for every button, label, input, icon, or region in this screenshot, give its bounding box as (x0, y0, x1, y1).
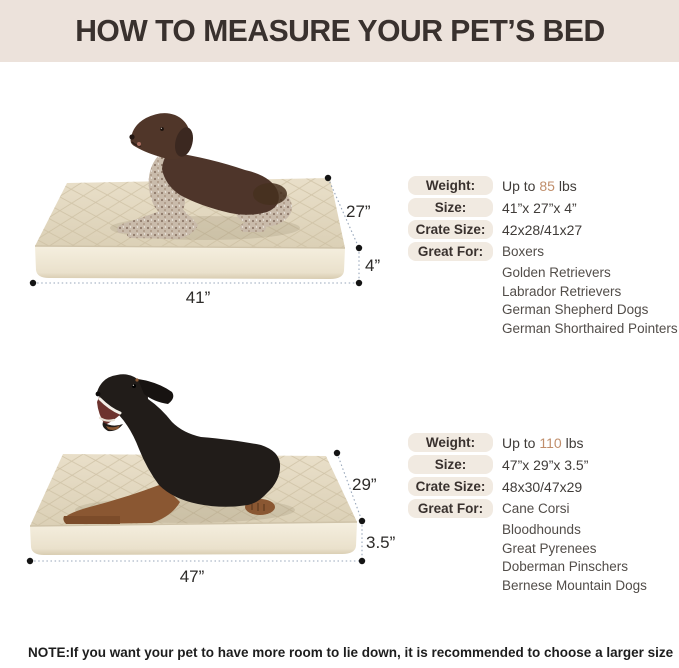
spec-row-great-for (408, 499, 678, 518)
spec-table-47 (408, 433, 678, 595)
dim-height-label: 4” (365, 256, 381, 275)
great-for-breed: Golden Retrievers (502, 265, 611, 280)
great-for-breed: Doberman Pinschers (502, 559, 629, 574)
spec-table-41 (408, 176, 678, 338)
dog-pointer-illustration (110, 113, 300, 240)
dim-width-label: 41” (185, 288, 211, 307)
spec-row-great-for (408, 242, 678, 261)
spec-label-crate-size: Crate Size: (408, 477, 493, 496)
great-for-breed: Cane Corsi (502, 501, 570, 516)
great-for-breed: Bloodhounds (502, 522, 581, 537)
note-text: NOTE:If you want your pet to have more room to lie down, it is recommended to choose a larger size (28, 645, 674, 660)
spec-row-size (408, 455, 678, 474)
bed-front-face (30, 522, 357, 555)
great-for-breed: German Shepherd Dogs (502, 302, 649, 317)
bed-front-face (35, 246, 345, 279)
great-for-breed: German Shorthaired Pointers (502, 320, 678, 336)
spec-label-size: Size: (408, 455, 493, 474)
page-title: HOW TO MEASURE YOUR PET’S BED (74, 13, 605, 48)
header-band (0, 0, 679, 62)
bed-diagram-47 (20, 358, 400, 596)
spec-label-crate-size: Crate Size: (408, 220, 493, 239)
bed-diagram-41 (20, 100, 400, 312)
spec-label-weight: Weight: (408, 176, 493, 195)
weight-prefix: Up to (502, 434, 540, 451)
spec-label-great-for: Great For: (408, 499, 493, 518)
spec-value-crate-size: 42x28/41x27 (502, 221, 583, 238)
spec-value-size: 41”x 27”x 4” (502, 199, 577, 216)
spec-label-weight: Weight: (408, 433, 493, 452)
dim-depth-label: 27” (346, 202, 371, 221)
weight-suffix: lbs (561, 434, 584, 451)
great-for-breed: Bernese Mountain Dogs (502, 577, 647, 593)
weight-number: 85 (539, 177, 555, 194)
weight-number: 110 (539, 434, 562, 451)
spec-value-size: 47”x 29”x 3.5” (502, 456, 589, 473)
spec-label-size: Size: (408, 198, 493, 217)
spec-label-great-for: Great For: (408, 242, 493, 261)
spec-row-weight (408, 176, 678, 195)
weight-prefix: Up to (502, 177, 540, 194)
great-for-breed: Great Pyrenees (502, 540, 597, 556)
spec-value-weight (502, 178, 577, 194)
spec-row-size (408, 198, 678, 217)
spec-row-crate-size (408, 220, 678, 239)
spec-row-weight (408, 433, 678, 452)
dim-depth-label: 29” (352, 475, 377, 494)
great-for-breed: Labrador Retrievers (502, 283, 622, 299)
great-for-breed: Boxers (502, 244, 545, 259)
dim-width-label: 47” (179, 567, 205, 586)
dim-height-label: 3.5” (366, 533, 396, 552)
weight-suffix: lbs (554, 177, 577, 194)
spec-value-weight (502, 435, 583, 451)
spec-row-crate-size (408, 477, 678, 496)
spec-value-crate-size: 48x30/47x29 (502, 478, 583, 495)
